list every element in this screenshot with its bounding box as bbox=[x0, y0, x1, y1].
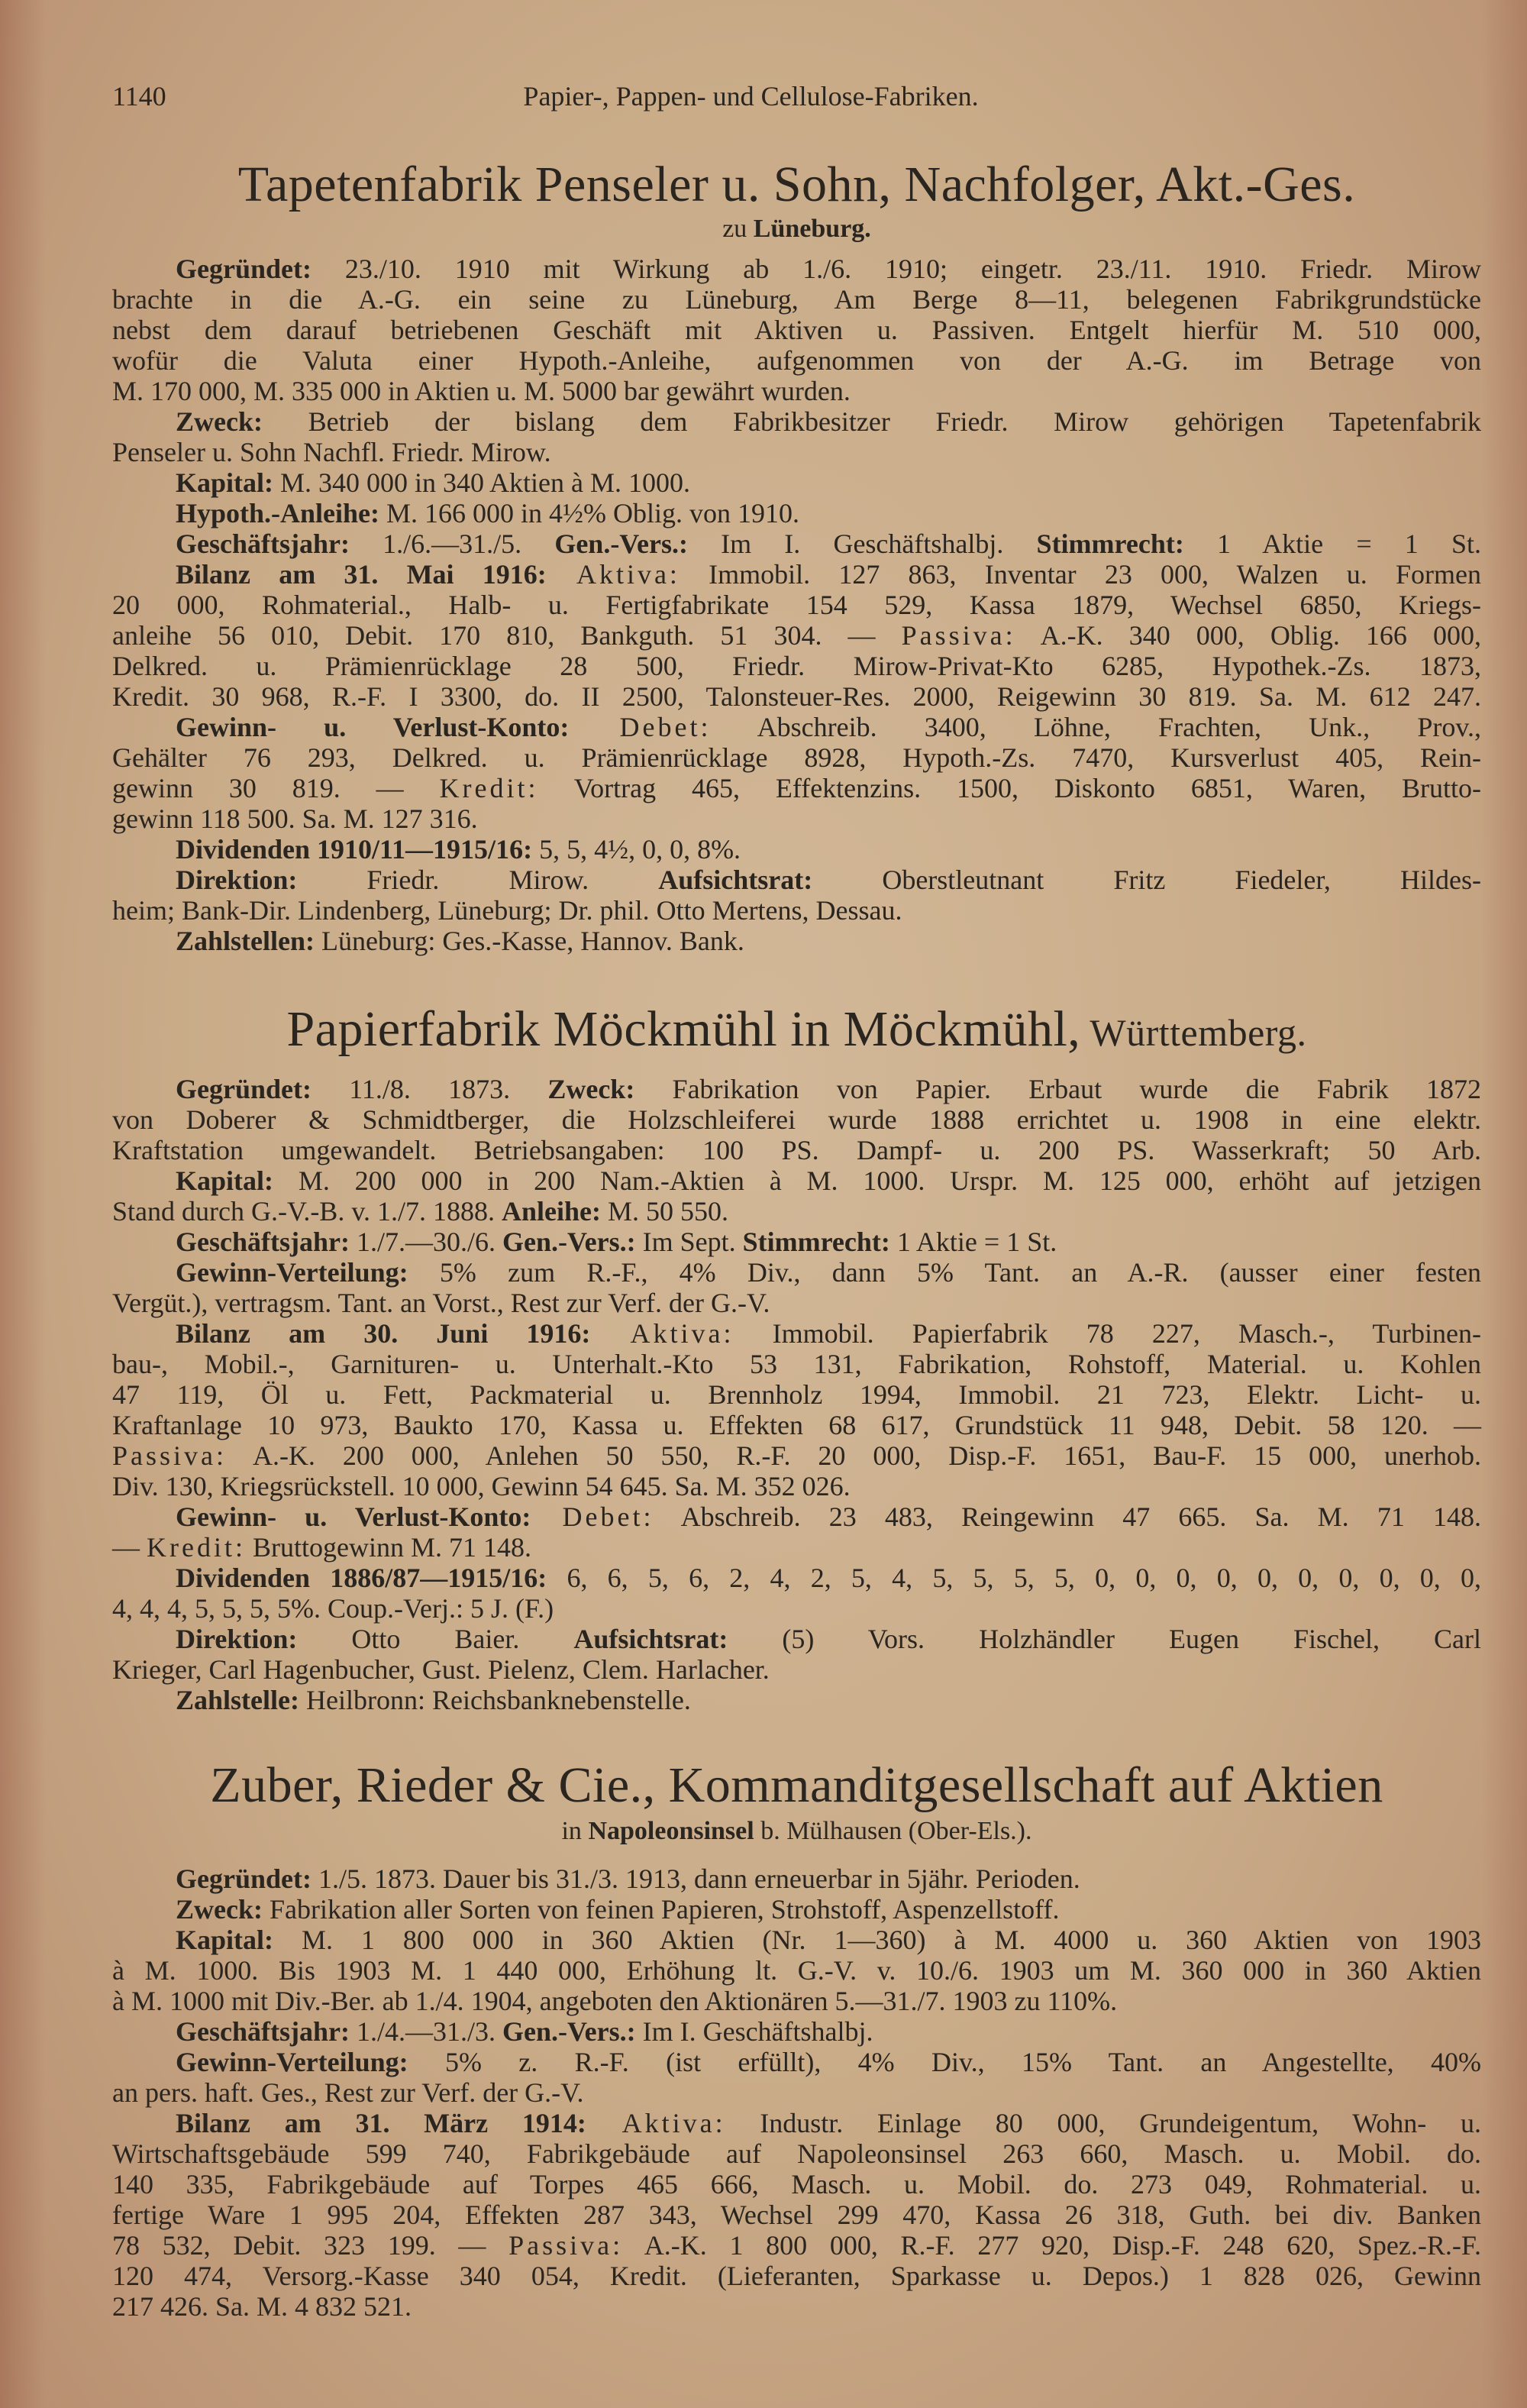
text-run: 20 000, Rohmaterial., Halb- u. Fertigfabrikate 154 529, Kassa 1879, Wechsel 6850, Kriegs- bbox=[112, 590, 1481, 620]
field-label: Hypoth.-Anleihe: bbox=[176, 498, 380, 528]
page-edge-right bbox=[1481, 0, 1527, 2408]
company-entry-zuber-rieder bbox=[112, 1863, 1481, 2322]
text-run: 5, 5, 4½, 0, 0, 8%. bbox=[532, 834, 741, 865]
spaced-label: Passiva: bbox=[508, 2230, 624, 2261]
text-run: zu bbox=[722, 215, 754, 243]
text-run: Im I. Geschäftshalbj. bbox=[635, 2016, 873, 2047]
text-line bbox=[112, 865, 1481, 895]
field-label: Stimmrecht: bbox=[1036, 528, 1184, 559]
field-label: Kapital: bbox=[176, 1165, 274, 1196]
page-header bbox=[112, 79, 1481, 113]
field-label: Anleihe: bbox=[501, 1196, 601, 1227]
text-run: b. Mülhausen (Ober-Els.). bbox=[754, 1817, 1032, 1845]
field-label: Direktion: bbox=[176, 1624, 298, 1654]
field-label: Lüneburg. bbox=[753, 215, 871, 243]
field-label: Direktion: bbox=[176, 865, 298, 895]
spaced-label: Passiva: bbox=[901, 620, 1016, 651]
text-line bbox=[112, 1135, 1481, 1165]
company-entry-tapetenfabrik bbox=[112, 254, 1481, 956]
text-line bbox=[112, 437, 1481, 467]
text-run: Heilbronn: Reichsbanknebenstelle. bbox=[299, 1685, 691, 1715]
text-line bbox=[112, 2230, 1481, 2261]
field-label: Zweck: bbox=[176, 406, 263, 437]
text-run: 78 532, Debit. 323 199. — bbox=[112, 2230, 509, 2261]
text-line bbox=[112, 1685, 1481, 1715]
text-run: 1./5. 1873. Dauer bis 31./3. 1913, dann erneuerbar in 5jähr. Perioden. bbox=[311, 1863, 1080, 1894]
text-line bbox=[112, 1257, 1481, 1288]
field-label: Gegründet: bbox=[176, 1074, 312, 1104]
text-line bbox=[112, 1563, 1481, 1593]
text-line bbox=[112, 559, 1481, 590]
text-run: 1./6.—31./5. bbox=[349, 528, 555, 559]
text-run: fertige Ware 1 995 204, Effekten 287 343, Wechsel 299 470, Kassa 26 318, Guth. bei div. Banken bbox=[112, 2200, 1481, 2230]
text-line bbox=[112, 651, 1481, 681]
text-run: Krieger, Carl Hagenbucher, Gust. Pielenz, Clem. Harlacher. bbox=[112, 1654, 770, 1685]
company-title-papierfabrik-moeckmuehl bbox=[112, 1000, 1481, 1062]
field-label: Geschäftsjahr: bbox=[176, 528, 350, 559]
text-run: A.-K. 200 000, Anlehen 50 550, R.-F. 20 000, Disp.-F. 1651, Bau-F. 15 000, unerhob. bbox=[227, 1440, 1481, 1471]
text-line bbox=[112, 1074, 1481, 1104]
field-label: Stimmrecht: bbox=[742, 1227, 890, 1257]
text-run: Div. 130, Kriegsrückstell. 10 000, Gewinn 54 645. Sa. M. 352 026. bbox=[112, 1471, 851, 1501]
text-line bbox=[112, 1318, 1481, 1349]
field-label: Gewinn-Verteilung: bbox=[176, 1257, 408, 1288]
spaced-label: Aktiva: bbox=[546, 559, 680, 590]
text-line bbox=[112, 1593, 1481, 1624]
field-label: Kapital: bbox=[176, 467, 274, 498]
text-line bbox=[112, 834, 1481, 865]
text-line bbox=[112, 926, 1481, 956]
text-run: A.-K. 340 000, Oblig. 166 000, bbox=[1015, 620, 1481, 651]
text-line bbox=[112, 773, 1481, 803]
field-label: Bilanz am 31. Mai 1916: bbox=[176, 559, 547, 590]
spaced-label: Kredit: bbox=[147, 1532, 246, 1563]
text-line bbox=[112, 2261, 1481, 2291]
text-run: Immobil. 127 863, Inventar 23 000, Walzen u. Formen bbox=[680, 559, 1481, 590]
text-run: 120 474, Versorg.-Kasse 340 054, Kredit. (Lieferanten, Sparkasse u. Depos.) 1 828 026, Gewinn bbox=[112, 2261, 1481, 2291]
spaced-label: Debet: bbox=[569, 712, 712, 742]
text-run: à M. 1000. Bis 1903 M. 1 440 000, Erhöhung lt. G.-V. v. 10./6. 1903 um M. 360 000 in 360 Aktien bbox=[112, 1955, 1481, 1986]
text-line bbox=[112, 254, 1481, 284]
text-run: 6, 6, 5, 6, 2, 4, 2, 5, 4, 5, 5, 5, 5, 0, 0, 0, 0, 0, 0, 0, 0, 0, 0, bbox=[547, 1563, 1481, 1593]
spaced-label: Passiva: bbox=[112, 1440, 228, 1471]
field-label: Napoleonsinsel bbox=[588, 1817, 754, 1845]
field-label: Zahlstelle: bbox=[176, 1685, 299, 1715]
text-line bbox=[112, 1165, 1481, 1196]
text-line bbox=[112, 1654, 1481, 1685]
text-run: Immobil. Papierfabrik 78 227, Masch.-, Turbinen- bbox=[734, 1318, 1481, 1349]
text-run: Wirtschaftsgebäude 599 740, Fabrikgebäude auf Napoleonsinsel 263 660, Masch. u. Mobil. do. bbox=[112, 2138, 1481, 2169]
field-label: Aufsichtsrat: bbox=[573, 1624, 728, 1654]
text-line bbox=[112, 742, 1481, 773]
text-run: 5% z. R.-F. (ist erfüllt), 4% Div., 15% Tant. an Angestellte, 40% bbox=[408, 2047, 1481, 2077]
text-line bbox=[112, 1288, 1481, 1318]
text-line bbox=[112, 345, 1481, 376]
field-label: Gen.-Vers.: bbox=[502, 1227, 636, 1257]
text-run: anleihe 56 010, Debit. 170 810, Bankguth. 51 304. — bbox=[112, 620, 902, 651]
running-title: Papier-, Pappen- und Cellulose-Fabriken. bbox=[523, 81, 979, 112]
text-line bbox=[112, 1925, 1481, 1955]
text-run: M. 170 000, M. 335 000 in Aktien u. M. 5000 bar gewährt wurden. bbox=[112, 376, 851, 406]
text-line bbox=[112, 1863, 1481, 1894]
text-line bbox=[112, 2169, 1481, 2200]
spaced-label: Aktiva: bbox=[590, 1318, 734, 1349]
text-run: Im I. Geschäftshalbj. bbox=[687, 528, 1037, 559]
text-run: Württemberg. bbox=[1080, 1011, 1307, 1054]
field-label: Bilanz am 31. März 1914: bbox=[176, 2108, 586, 2138]
text-run: 1 Aktie = 1 St. bbox=[1183, 528, 1482, 559]
field-label: Gewinn- u. Verlust-Konto: bbox=[176, 1501, 531, 1532]
text-run: an pers. haft. Ges., Rest zur Verf. der G.-V. bbox=[112, 2077, 584, 2108]
text-run: nebst dem darauf betriebenen Geschäft mit Aktiven u. Passiven. Entgelt hierfür M. 510 000, bbox=[112, 315, 1481, 345]
text-run: Papierfabrik Möckmühl in Möckmühl, bbox=[286, 1001, 1081, 1057]
text-line bbox=[112, 1104, 1481, 1135]
text-line bbox=[112, 1196, 1481, 1227]
text-line bbox=[112, 803, 1481, 834]
field-label: Gegründet: bbox=[176, 1863, 312, 1894]
text-run: à M. 1000 mit Div.-Ber. ab 1./4. 1904, angeboten den Aktionären 5.—31./7. 1903 zu 110%. bbox=[112, 1986, 1118, 2016]
text-run: gewinn 30 819. — bbox=[112, 773, 440, 803]
text-run: Fabrikation aller Sorten von feinen Papieren, Strohstoff, Aspenzellstoff. bbox=[262, 1894, 1060, 1925]
text-line bbox=[112, 528, 1481, 559]
text-line bbox=[112, 1986, 1481, 2016]
text-run: Vergüt.), vertragsm. Tant. an Vorst., Rest zur Verf. der G.-V. bbox=[112, 1288, 770, 1318]
text-run: Oberstleutnant Fritz Fiedeler, Hildes- bbox=[812, 865, 1482, 895]
text-line bbox=[112, 712, 1481, 742]
field-label: Dividenden 1910/11—1915/16: bbox=[176, 834, 533, 865]
text-run: brachte in die A.-G. ein seine zu Lüneburg, Am Berge 8—11, belegenen Fabrikgrundstücke bbox=[112, 284, 1481, 315]
text-run: M. 200 000 in 200 Nam.-Aktien à M. 1000. Urspr. M. 125 000, erhöht auf jetzigen bbox=[273, 1165, 1481, 1196]
text-run: bau-, Mobil.-, Garnituren- u. Unterhalt.-Kto 53 131, Fabrikation, Rohstoff, Material. u. Kohlen bbox=[112, 1349, 1481, 1379]
text-run: 1./7.—30./6. bbox=[349, 1227, 502, 1257]
text-run: Betrieb der bislang dem Fabrikbesitzer Friedr. Mirow gehörigen Tapetenfabrik bbox=[262, 406, 1481, 437]
spaced-label: Debet: bbox=[531, 1501, 654, 1532]
text-run: A.-K. 1 800 000, R.-F. 277 920, Disp.-F. 248 620, Spez.-R.-F. bbox=[623, 2230, 1481, 2261]
text-run: in bbox=[561, 1817, 589, 1845]
text-run: 140 335, Fabrikgebäude auf Torpes 465 666, Masch. u. Mobil. do. 273 049, Rohmaterial. u. bbox=[112, 2169, 1481, 2200]
text-run: Vortrag 465, Effektenzins. 1500, Diskonto 6851, Waren, Brutto- bbox=[538, 773, 1481, 803]
text-line bbox=[112, 1624, 1481, 1654]
text-line bbox=[112, 2077, 1481, 2108]
text-line bbox=[112, 2291, 1481, 2322]
text-line bbox=[112, 895, 1481, 926]
company-location bbox=[112, 214, 1481, 244]
page-edge-left bbox=[0, 0, 46, 2408]
text-run: Kraftstation umgewandelt. Betriebsangaben: 100 PS. Dampf- u. 200 PS. Wasserkraft; 50 Arb. bbox=[112, 1135, 1481, 1165]
text-line bbox=[112, 467, 1481, 498]
spaced-label: Kredit: bbox=[439, 773, 539, 803]
text-run: (5) Vors. Holzhändler Eugen Fischel, Carl bbox=[728, 1624, 1481, 1654]
text-line bbox=[112, 1955, 1481, 1986]
company-location bbox=[112, 1816, 1481, 1847]
text-line bbox=[112, 2016, 1481, 2047]
text-run: 1./4.—31./3. bbox=[349, 2016, 502, 2047]
text-run: Tapetenfabrik Penseler u. Sohn, Nachfolger, Akt.-Ges. bbox=[237, 157, 1356, 212]
text-run: Kraftanlage 10 973, Baukto 170, Kassa u. Effekten 68 617, Grundstück 11 948, Debit. 58 120. — bbox=[112, 1410, 1481, 1440]
text-line bbox=[112, 1227, 1481, 1257]
text-run: 47 119, Öl u. Fett, Packmaterial u. Brennholz 1994, Immobil. 21 723, Elektr. Licht- u. bbox=[112, 1379, 1481, 1410]
text-run: 4, 4, 4, 5, 5, 5, 5%. Coup.-Verj.: 5 J. (F.) bbox=[112, 1593, 554, 1624]
field-label: Gen.-Vers.: bbox=[554, 528, 688, 559]
text-line bbox=[112, 2138, 1481, 2169]
text-line bbox=[112, 284, 1481, 315]
field-label: Aufsichtsrat: bbox=[658, 865, 813, 895]
field-label: Kapital: bbox=[176, 1925, 274, 1955]
company-title-zuber-rieder bbox=[112, 1757, 1481, 1815]
field-label: Bilanz am 30. Juni 1916: bbox=[176, 1318, 591, 1349]
text-line bbox=[112, 2108, 1481, 2138]
text-run: M. 50 550. bbox=[600, 1196, 728, 1227]
text-line bbox=[112, 376, 1481, 406]
field-label: Gen.-Vers.: bbox=[502, 2016, 636, 2047]
text-line bbox=[112, 2200, 1481, 2230]
text-line bbox=[112, 681, 1481, 712]
text-run: Delkred. u. Prämienrücklage 28 500, Friedr. Mirow-Privat-Kto 6285, Hypothek.-Zs. 1873, bbox=[112, 651, 1481, 681]
text-line bbox=[112, 1410, 1481, 1440]
text-run: Abschreib. 23 483, Reingewinn 47 665. Sa. M. 71 148. bbox=[654, 1501, 1481, 1532]
spaced-label: Aktiva: bbox=[586, 2108, 726, 2138]
field-label: Geschäftsjahr: bbox=[176, 1227, 350, 1257]
field-label: Zahlstellen: bbox=[176, 926, 315, 956]
text-run: 1 Aktie = 1 St. bbox=[889, 1227, 1057, 1257]
text-run: Industr. Einlage 80 000, Grundeigentum, Wohn- u. bbox=[725, 2108, 1481, 2138]
text-line bbox=[112, 1501, 1481, 1532]
text-run: Zuber, Rieder & Cie., Kommanditgesellschaft auf Aktien bbox=[210, 1757, 1383, 1813]
text-run: gewinn 118 500. Sa. M. 127 316. bbox=[112, 803, 478, 834]
text-run: M. 1 800 000 in 360 Aktien (Nr. 1—360) à M. 4000 u. 360 Aktien von 1903 bbox=[273, 1925, 1481, 1955]
field-label: Gewinn- u. Verlust-Konto: bbox=[176, 712, 570, 742]
text-line bbox=[112, 406, 1481, 437]
text-run: Abschreib. 3400, Löhne, Frachten, Unk., Prov., bbox=[711, 712, 1481, 742]
field-label: Dividenden 1886/87—1915/16: bbox=[176, 1563, 547, 1593]
text-run: — bbox=[112, 1532, 147, 1563]
text-run: 23./10. 1910 mit Wirkung ab 1./6. 1910; eingetr. 23./11. 1910. Friedr. Mirow bbox=[311, 254, 1481, 284]
field-label: Gewinn-Verteilung: bbox=[176, 2047, 408, 2077]
text-line bbox=[112, 1440, 1481, 1471]
text-line bbox=[112, 498, 1481, 528]
text-line bbox=[112, 315, 1481, 345]
page-number: 1140 bbox=[112, 81, 166, 112]
text-run: 217 426. Sa. M. 4 832 521. bbox=[112, 2291, 412, 2322]
text-run: Im Sept. bbox=[635, 1227, 743, 1257]
text-line bbox=[112, 1379, 1481, 1410]
text-run: Stand durch G.-V.-B. v. 1./7. 1888. bbox=[112, 1196, 502, 1227]
text-run: heim; Bank-Dir. Lindenberg, Lüneburg; Dr. phil. Otto Mertens, Dessau. bbox=[112, 895, 902, 926]
field-label: Zweck: bbox=[547, 1074, 635, 1104]
company-title-tapetenfabrik bbox=[112, 156, 1481, 214]
text-run: 5% zum R.-F., 4% Div., dann 5% Tant. an A.-R. (ausser einer festen bbox=[408, 1257, 1481, 1288]
text-line bbox=[112, 1532, 1481, 1563]
text-line bbox=[112, 620, 1481, 651]
field-label: Gegründet: bbox=[176, 254, 312, 284]
text-line bbox=[112, 1471, 1481, 1501]
text-line bbox=[112, 590, 1481, 620]
text-run: Bruttogewinn M. 71 148. bbox=[245, 1532, 531, 1563]
text-run: Otto Baier. bbox=[297, 1624, 574, 1654]
company-entry-papierfabrik-moeckmuehl bbox=[112, 1074, 1481, 1715]
text-run: M. 340 000 in 340 Aktien à M. 1000. bbox=[273, 467, 691, 498]
text-run: 11./8. 1873. bbox=[311, 1074, 548, 1104]
text-run: Gehälter 76 293, Delkred. u. Prämienrücklage 8928, Hypoth.-Zs. 7470, Kursverlust 405, Rein- bbox=[112, 742, 1481, 773]
text-run: wofür die Valuta einer Hypoth.-Anleihe, aufgenommen von der A.-G. im Betrage von bbox=[112, 345, 1481, 376]
text-line bbox=[112, 1349, 1481, 1379]
text-run: Fabrikation von Papier. Erbaut wurde die Fabrik 1872 bbox=[634, 1074, 1481, 1104]
field-label: Zweck: bbox=[176, 1894, 263, 1925]
text-run: von Doberer & Schmidtberger, die Holzschleiferei wurde 1888 errichtet u. 1908 in eine elektr. bbox=[112, 1104, 1481, 1135]
text-run: Penseler u. Sohn Nachfl. Friedr. Mirow. bbox=[112, 437, 551, 467]
text-run: Kredit. 30 968, R.-F. I 3300, do. II 2500, Talonsteuer-Res. 2000, Reigewinn 30 819. Sa. M. 612 247. bbox=[112, 681, 1481, 712]
text-run: Lüneburg: Ges.-Kasse, Hannov. Bank. bbox=[315, 926, 744, 956]
text-line bbox=[112, 1894, 1481, 1925]
text-line bbox=[112, 2047, 1481, 2077]
field-label: Geschäftsjahr: bbox=[176, 2016, 350, 2047]
text-run: Friedr. Mirow. bbox=[297, 865, 659, 895]
text-run: M. 166 000 in 4½% Oblig. von 1910. bbox=[379, 498, 800, 528]
